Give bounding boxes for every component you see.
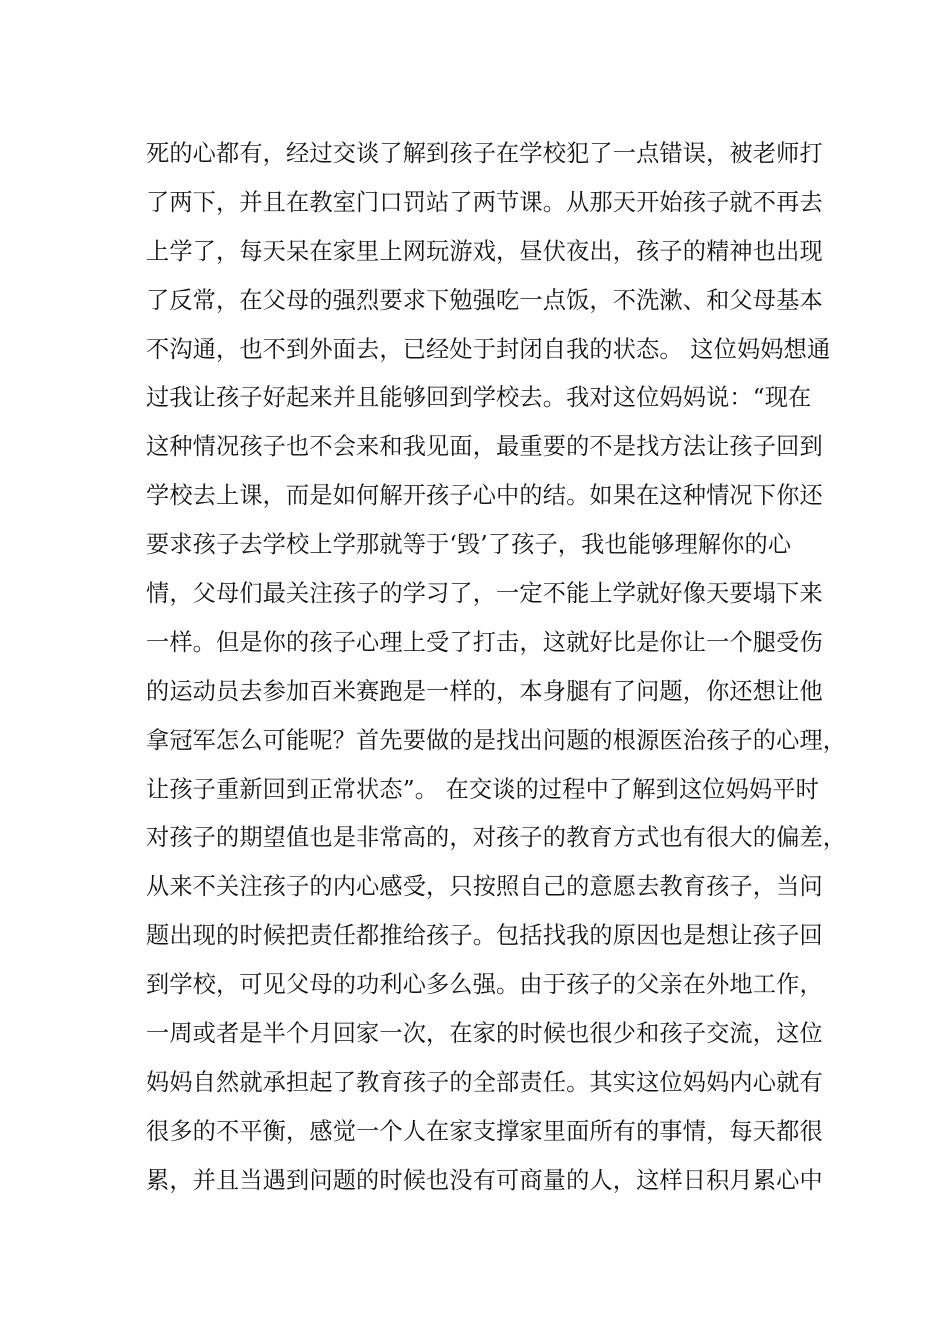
text-line-3: 上学了，每天呆在家里上网玩游戏，昼伏夜出，孩子的精神也出现 <box>146 237 823 265</box>
text-line-2: 了两下，并且在教室门口罚站了两节课。从那天开始孩子就不再去 <box>146 188 823 216</box>
text-line-9: 要求孩子去学校上学那就等于‘毁’了孩子，我也能够理解你的心 <box>146 531 792 559</box>
text-line-18: 到学校，可见父母的功利心多么强。由于孩子的父亲在外地工作， <box>146 971 823 999</box>
text-line-15: 对孩子的期望值也是非常高的，对孩子的教育方式也有很大的偏差， <box>146 824 847 852</box>
text-line-17: 题出现的时候把责任都推给孩子。包括找我的原因也是想让孩子回 <box>146 922 823 950</box>
text-line-20: 妈妈自然就承担起了教育孩子的全部责任。其实这位妈妈内心就有 <box>146 1068 823 1096</box>
text-line-14: 让孩子重新回到正常状态”。 在交谈的过程中了解到这位妈妈平时 <box>146 775 819 803</box>
text-line-1: 死的心都有，经过交谈了解到孩子在学校犯了一点错误，被老师打 <box>146 140 823 167</box>
text-line-6: 过我让孩子好起来并且能够回到学校去。我对这位妈妈说：“现在 <box>146 384 812 412</box>
text-line-16: 从来不关注孩子的内心感受，只按照自己的意愿去教育孩子，当问 <box>146 873 823 901</box>
text-line-8: 学校去上课，而是如何解开孩子心中的结。如果在这种情况下你还 <box>146 482 823 510</box>
text-line-5: 不沟通，也不到外面去，已经处于封闭自我的状态。 这位妈妈想通 <box>146 335 831 363</box>
text-line-13: 拿冠军怎么可能呢？首先要做的是找出问题的根源医治孩子的心理， <box>146 726 847 754</box>
text-line-7: 这种情况孩子也不会来和我见面，最重要的不是找方法让孩子回到 <box>146 433 823 461</box>
text-line-22: 累，并且当遇到问题的时候也没有可商量的人，这样日积月累心中 <box>146 1166 823 1194</box>
text-line-12: 的运动员去参加百米赛跑是一样的，本身腿有了问题，你还想让他 <box>146 677 823 705</box>
text-line-4: 了反常，在父母的强烈要求下勉强吃一点饭，不洗漱、和父母基本 <box>146 286 823 314</box>
text-line-21: 很多的不平衡，感觉一个人在家支撑家里面所有的事情，每天都很 <box>146 1117 823 1145</box>
text-line-19: 一周或者是半个月回家一次，在家的时候也很少和孩子交流，这位 <box>146 1020 823 1048</box>
text-line-11: 一样。但是你的孩子心理上受了打击，这就好比是你让一个腿受伤 <box>146 628 823 656</box>
text-line-10: 情，父母们最关注孩子的学习了，一定不能上学就好像天要塌下来 <box>146 580 823 608</box>
body-text <box>146 130 847 1206</box>
